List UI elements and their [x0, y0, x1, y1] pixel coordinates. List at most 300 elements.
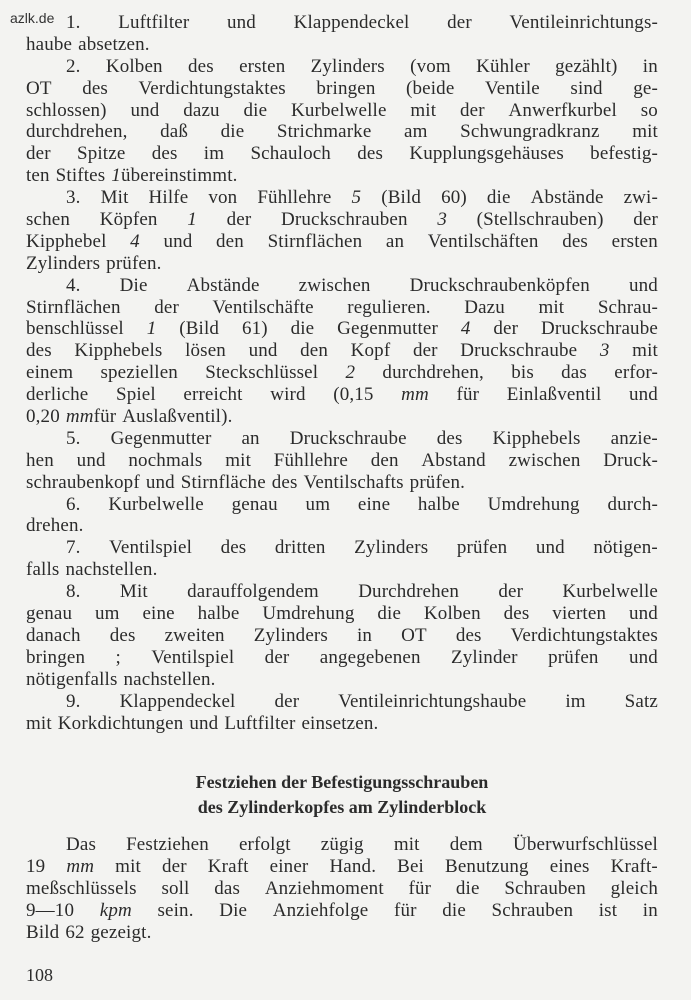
word: falls [26, 559, 60, 581]
word: Anwerfkurbel [508, 99, 617, 121]
word: Stirnfläche [180, 471, 266, 493]
word: der [162, 856, 187, 878]
numbered-instructions [26, 12, 658, 734]
word: 7. [66, 537, 81, 559]
word: Ventilschäfte [212, 296, 314, 318]
word: 3 [437, 209, 447, 231]
text-line [26, 165, 658, 187]
word: und [163, 230, 193, 252]
text-line [26, 100, 658, 122]
word: Köpfen [99, 209, 158, 231]
heading-line-1: Festziehen der Befestigungsschrauben [195, 772, 489, 793]
word: Steckschlüssel [205, 362, 319, 384]
text-line [26, 209, 658, 231]
word: dazu [183, 99, 220, 121]
word: erfor- [614, 362, 658, 384]
word: darauffolgendem [187, 581, 319, 603]
word: genau [26, 603, 73, 625]
word: 9—10 [26, 900, 75, 922]
instruction-step [26, 275, 658, 428]
word: benschlüssel [26, 318, 124, 340]
word: im [565, 690, 586, 712]
text-line [26, 318, 658, 340]
word: Verdichtungstaktes [138, 77, 286, 99]
word: und [76, 449, 106, 471]
instruction-step [26, 187, 658, 275]
text-line [26, 537, 658, 559]
word: lösen [185, 340, 226, 362]
instruction-step [26, 581, 658, 690]
word: 8. [66, 581, 81, 603]
text-line [26, 78, 658, 100]
word: 61) [241, 318, 268, 340]
word: Druckschraubenköpfen [409, 274, 590, 296]
word: Fühllehre [257, 187, 332, 209]
word: drehen. [26, 515, 84, 537]
word: Das [66, 834, 96, 856]
word: ge- [633, 77, 658, 99]
text-line [26, 647, 658, 669]
word: regulieren. [347, 296, 431, 318]
word: und [130, 99, 160, 121]
text-line [26, 56, 658, 78]
word: des [503, 603, 530, 625]
word: Überwurfschlüssel [512, 834, 658, 856]
word: der [459, 99, 485, 121]
text-line [26, 143, 658, 165]
word: Kipphebels [74, 340, 163, 362]
word: 1. [66, 12, 81, 33]
word: Kraft- [610, 856, 658, 878]
word: nochmals [128, 449, 203, 471]
word: Umdrehung [487, 493, 580, 515]
word: 4 [130, 230, 140, 252]
word: zwi- [623, 187, 658, 209]
word: Korkdichtungen [57, 712, 184, 734]
instruction-step [26, 56, 658, 187]
word: Abstände [186, 274, 260, 296]
word: 2 [345, 362, 356, 384]
word: danach [26, 624, 81, 646]
text-line [26, 384, 658, 406]
word: an [385, 230, 405, 252]
word: Spiel [115, 384, 156, 406]
word: Kolben [105, 55, 163, 77]
word: Stiftes [55, 165, 106, 187]
word: in [642, 900, 658, 922]
word: 4 [460, 318, 471, 340]
word: Hilfe [148, 187, 189, 209]
word: schraubenkopf [26, 471, 140, 493]
word: mm [66, 856, 95, 878]
text-line [26, 406, 658, 428]
word: die [220, 121, 245, 143]
word: des [109, 624, 136, 646]
word: Luftfilter [118, 12, 190, 33]
word: die [243, 99, 268, 121]
word: Zylinders [253, 624, 328, 646]
word: daß [160, 121, 189, 143]
word: Abstände [530, 187, 604, 209]
word: OT [26, 77, 52, 99]
word: zügig [320, 834, 364, 856]
word: der [274, 690, 300, 712]
word: Kupplungsgehäuses [409, 143, 564, 165]
word: Bei [397, 856, 424, 878]
word: Verdichtungstaktes [510, 624, 658, 646]
text-line [26, 691, 658, 713]
word: Festziehen [126, 834, 209, 856]
word: sein. [157, 900, 194, 922]
word: Schwungradkranz [460, 121, 600, 143]
word: mit [538, 296, 565, 318]
word: (beide [406, 77, 455, 99]
word: prüfen [456, 537, 508, 559]
word: (Bild [179, 318, 220, 340]
text-line [26, 494, 658, 516]
text-line [26, 187, 658, 209]
word: ersten [239, 55, 286, 77]
word: am [404, 121, 428, 143]
word: mm [65, 406, 94, 428]
word: durch- [607, 493, 658, 515]
word: Schrauben [504, 878, 586, 900]
word: anzie- [610, 427, 658, 449]
word: Bild [26, 921, 60, 943]
word: Ventilspiel [151, 646, 235, 668]
word: vierten [552, 603, 607, 625]
word: gleich [610, 878, 658, 900]
word: Kurbelwelle [291, 99, 387, 121]
word: Ventilschäften [427, 230, 539, 252]
word: zwischen [508, 449, 581, 471]
word: Kurbelwelle [108, 493, 204, 515]
text-line [26, 362, 658, 384]
heading-line-2: des Zylinderkopfes am Zylinderblock [197, 797, 487, 818]
text-line [26, 625, 658, 647]
word: haube [26, 33, 73, 55]
word: Stirnflächen [267, 230, 363, 252]
text-line [26, 669, 658, 691]
section-body [26, 834, 658, 943]
word: mm [401, 384, 429, 406]
word: 60) [441, 187, 467, 209]
word: des [26, 340, 52, 362]
page-number: 108 [26, 965, 53, 985]
word: 5 [351, 187, 362, 209]
word: ; [115, 646, 121, 668]
instruction-step [26, 691, 658, 735]
word: Zylinders [354, 537, 429, 559]
text-line [26, 878, 658, 900]
word: eines [549, 856, 590, 878]
word: des [436, 427, 463, 449]
word: der [498, 581, 524, 603]
word: 6. [66, 493, 81, 515]
word: des [151, 143, 178, 165]
word: des [271, 471, 298, 493]
word: 62 [65, 921, 85, 943]
word: dem [449, 834, 483, 856]
word: mit [393, 834, 420, 856]
word: übereinstimmt. [120, 165, 238, 187]
word: schlossen) [26, 99, 107, 121]
word: von [208, 187, 238, 209]
word: Klappendeckel [119, 690, 236, 712]
word: der [493, 318, 519, 340]
word: um [95, 603, 120, 625]
word: Ventilspiel [109, 537, 193, 559]
word: Fühllehre [273, 449, 348, 471]
word: Kraft [207, 856, 249, 878]
instruction-step [26, 428, 658, 494]
text-line [26, 340, 658, 362]
word: die [486, 187, 511, 209]
word: den [300, 340, 329, 362]
watermark: azlk.de [10, 10, 55, 26]
text-line [26, 559, 658, 581]
word: im [203, 143, 225, 165]
word: Benutzung [445, 856, 529, 878]
text-line [26, 834, 658, 856]
word: (Bild [381, 187, 422, 209]
word: Auslaßventil). [122, 406, 233, 428]
word: genau [231, 493, 278, 515]
word: Kopf [350, 340, 391, 362]
word: einsetzen. [301, 712, 379, 734]
text-line [26, 713, 658, 735]
word: der [26, 143, 51, 165]
word: Gegenmutter [110, 427, 212, 449]
word: Schauloch [250, 143, 331, 165]
word: meßschlüssels [26, 878, 137, 900]
text-line [26, 121, 658, 143]
word: erfolgt [238, 834, 291, 856]
word: Hand. [329, 856, 377, 878]
word: in [356, 624, 373, 646]
word: einem [26, 362, 74, 384]
word: gezählt) [555, 55, 618, 77]
word: sind [570, 77, 603, 99]
word: prüfen [548, 646, 599, 668]
word: der [154, 296, 179, 318]
instruction-step [26, 12, 658, 56]
word: Dazu [464, 296, 505, 318]
word: Einlaßventil [506, 384, 602, 406]
word: prüfen. [106, 252, 162, 274]
word: Gegenmutter [337, 318, 438, 340]
word: mit [26, 712, 52, 734]
word: das [214, 878, 241, 900]
word: mit [225, 449, 252, 471]
word: (0,15 [333, 384, 374, 406]
word: 9. [66, 690, 81, 712]
word: ersten [611, 230, 658, 252]
word: zwischen [298, 274, 371, 296]
word: Zylinders [26, 252, 101, 274]
word: Abstand [421, 449, 486, 471]
word: Mit [100, 187, 129, 209]
word: 0,20 [26, 406, 60, 428]
word: Zylinders [310, 55, 385, 77]
word: für [456, 384, 480, 406]
word: bringen [316, 77, 376, 99]
word: Die [119, 274, 148, 296]
word: OT [401, 624, 427, 646]
word: nötigenfalls [26, 668, 118, 690]
word: Stirnflächen [26, 296, 121, 318]
word: für [408, 878, 432, 900]
word: gezeigt. [90, 921, 152, 943]
word: Druck- [603, 449, 658, 471]
text-line [26, 297, 658, 319]
word: Druckschrauben [281, 209, 408, 231]
word: an [241, 427, 260, 449]
word: schen [26, 209, 71, 231]
word: Umdrehung [262, 603, 355, 625]
word: und [189, 712, 219, 734]
word: derliche [26, 384, 89, 406]
word: die [442, 900, 466, 922]
word: und [628, 603, 658, 625]
word: Satz [624, 690, 658, 712]
word: 19 [26, 856, 46, 878]
word: und [628, 646, 658, 668]
instruction-step [26, 537, 658, 581]
word: des [82, 77, 108, 99]
word: eine [142, 603, 175, 625]
page-content [26, 12, 658, 944]
word: absetzen. [78, 33, 150, 55]
text-line [26, 900, 658, 922]
word: Ventilschafts [303, 471, 404, 493]
word: Ventileinrichtungs- [509, 12, 658, 33]
word: für [93, 406, 117, 428]
word: Schrauben [491, 900, 574, 922]
word: ist [598, 900, 618, 922]
word: angegebenen [319, 646, 421, 668]
word: eine [357, 493, 391, 515]
word: das [561, 362, 587, 384]
word: Ventile [484, 77, 540, 99]
word: (vom [410, 55, 451, 77]
word: hen [26, 449, 54, 471]
word: Klappendeckel [293, 12, 410, 33]
word: 3 [599, 340, 610, 362]
word: Druckschraube [289, 427, 407, 449]
word: nötigen- [593, 537, 658, 559]
text-line [26, 856, 658, 878]
word: erreicht [183, 384, 243, 406]
text-line [26, 922, 658, 944]
word: Kipphebels [492, 427, 581, 449]
word: Kühler [476, 55, 530, 77]
word: in [642, 55, 658, 77]
word: die [290, 318, 315, 340]
text-line [26, 253, 658, 275]
word: des [455, 624, 482, 646]
instruction-step [26, 494, 658, 538]
word: des [357, 143, 384, 165]
text-line [26, 450, 658, 472]
word: mit [632, 121, 658, 143]
word: und [628, 274, 658, 296]
word: Die [219, 900, 248, 922]
word: so [640, 99, 658, 121]
word: und [535, 537, 565, 559]
word: Kurbelwelle [562, 581, 658, 603]
text-line [26, 603, 658, 625]
word: um [305, 493, 331, 515]
word: Strichmarke [276, 121, 372, 143]
word: Kipphebel [26, 230, 107, 252]
word: bis [511, 362, 534, 384]
text-line [26, 515, 658, 537]
word: der [226, 209, 252, 231]
word: für [393, 900, 417, 922]
word: und [226, 12, 256, 33]
word: mit [410, 99, 437, 121]
word: 1 [146, 318, 157, 340]
word: einer [269, 856, 309, 878]
word: den [370, 449, 399, 471]
word: und [248, 340, 278, 362]
text-line [26, 472, 658, 494]
word: Spitze [77, 143, 126, 165]
section-heading [26, 770, 658, 820]
word: die [377, 603, 402, 625]
word: des [562, 230, 588, 252]
word: die [455, 878, 480, 900]
word: wird [270, 384, 306, 406]
word: der [633, 209, 658, 231]
word: durchdrehen, [382, 362, 484, 384]
word: nachstellen. [65, 559, 158, 581]
word: der [447, 12, 472, 33]
word: halbe [197, 603, 240, 625]
word: und [145, 471, 175, 493]
word: ten [26, 165, 50, 187]
text-line [26, 275, 658, 297]
word: dritten [274, 537, 326, 559]
word: (Stellschrauben) [476, 209, 604, 231]
word: den [216, 230, 244, 252]
word: Druckschraube [460, 340, 578, 362]
word: prüfen. [409, 471, 466, 493]
word: Luftfilter [224, 712, 296, 734]
word: der [264, 646, 290, 668]
word: 4. [66, 274, 81, 296]
word: 1 [111, 165, 121, 187]
word: kpm [99, 900, 132, 922]
word: der [412, 340, 438, 362]
word: soll [161, 878, 190, 900]
text-line [26, 12, 658, 34]
word: des [220, 537, 247, 559]
word: mit [115, 856, 141, 878]
word: nachstellen. [123, 668, 216, 690]
word: Zylinder [451, 646, 518, 668]
word: 5. [66, 427, 81, 449]
word: mit [632, 340, 658, 362]
word: Kolben [423, 603, 481, 625]
text-line [26, 581, 658, 603]
word: bringen [26, 646, 86, 668]
word: des [188, 55, 214, 77]
word: Durchdrehen [358, 581, 460, 603]
word: Anziehfolge [272, 900, 369, 922]
word: 1 [187, 209, 197, 231]
